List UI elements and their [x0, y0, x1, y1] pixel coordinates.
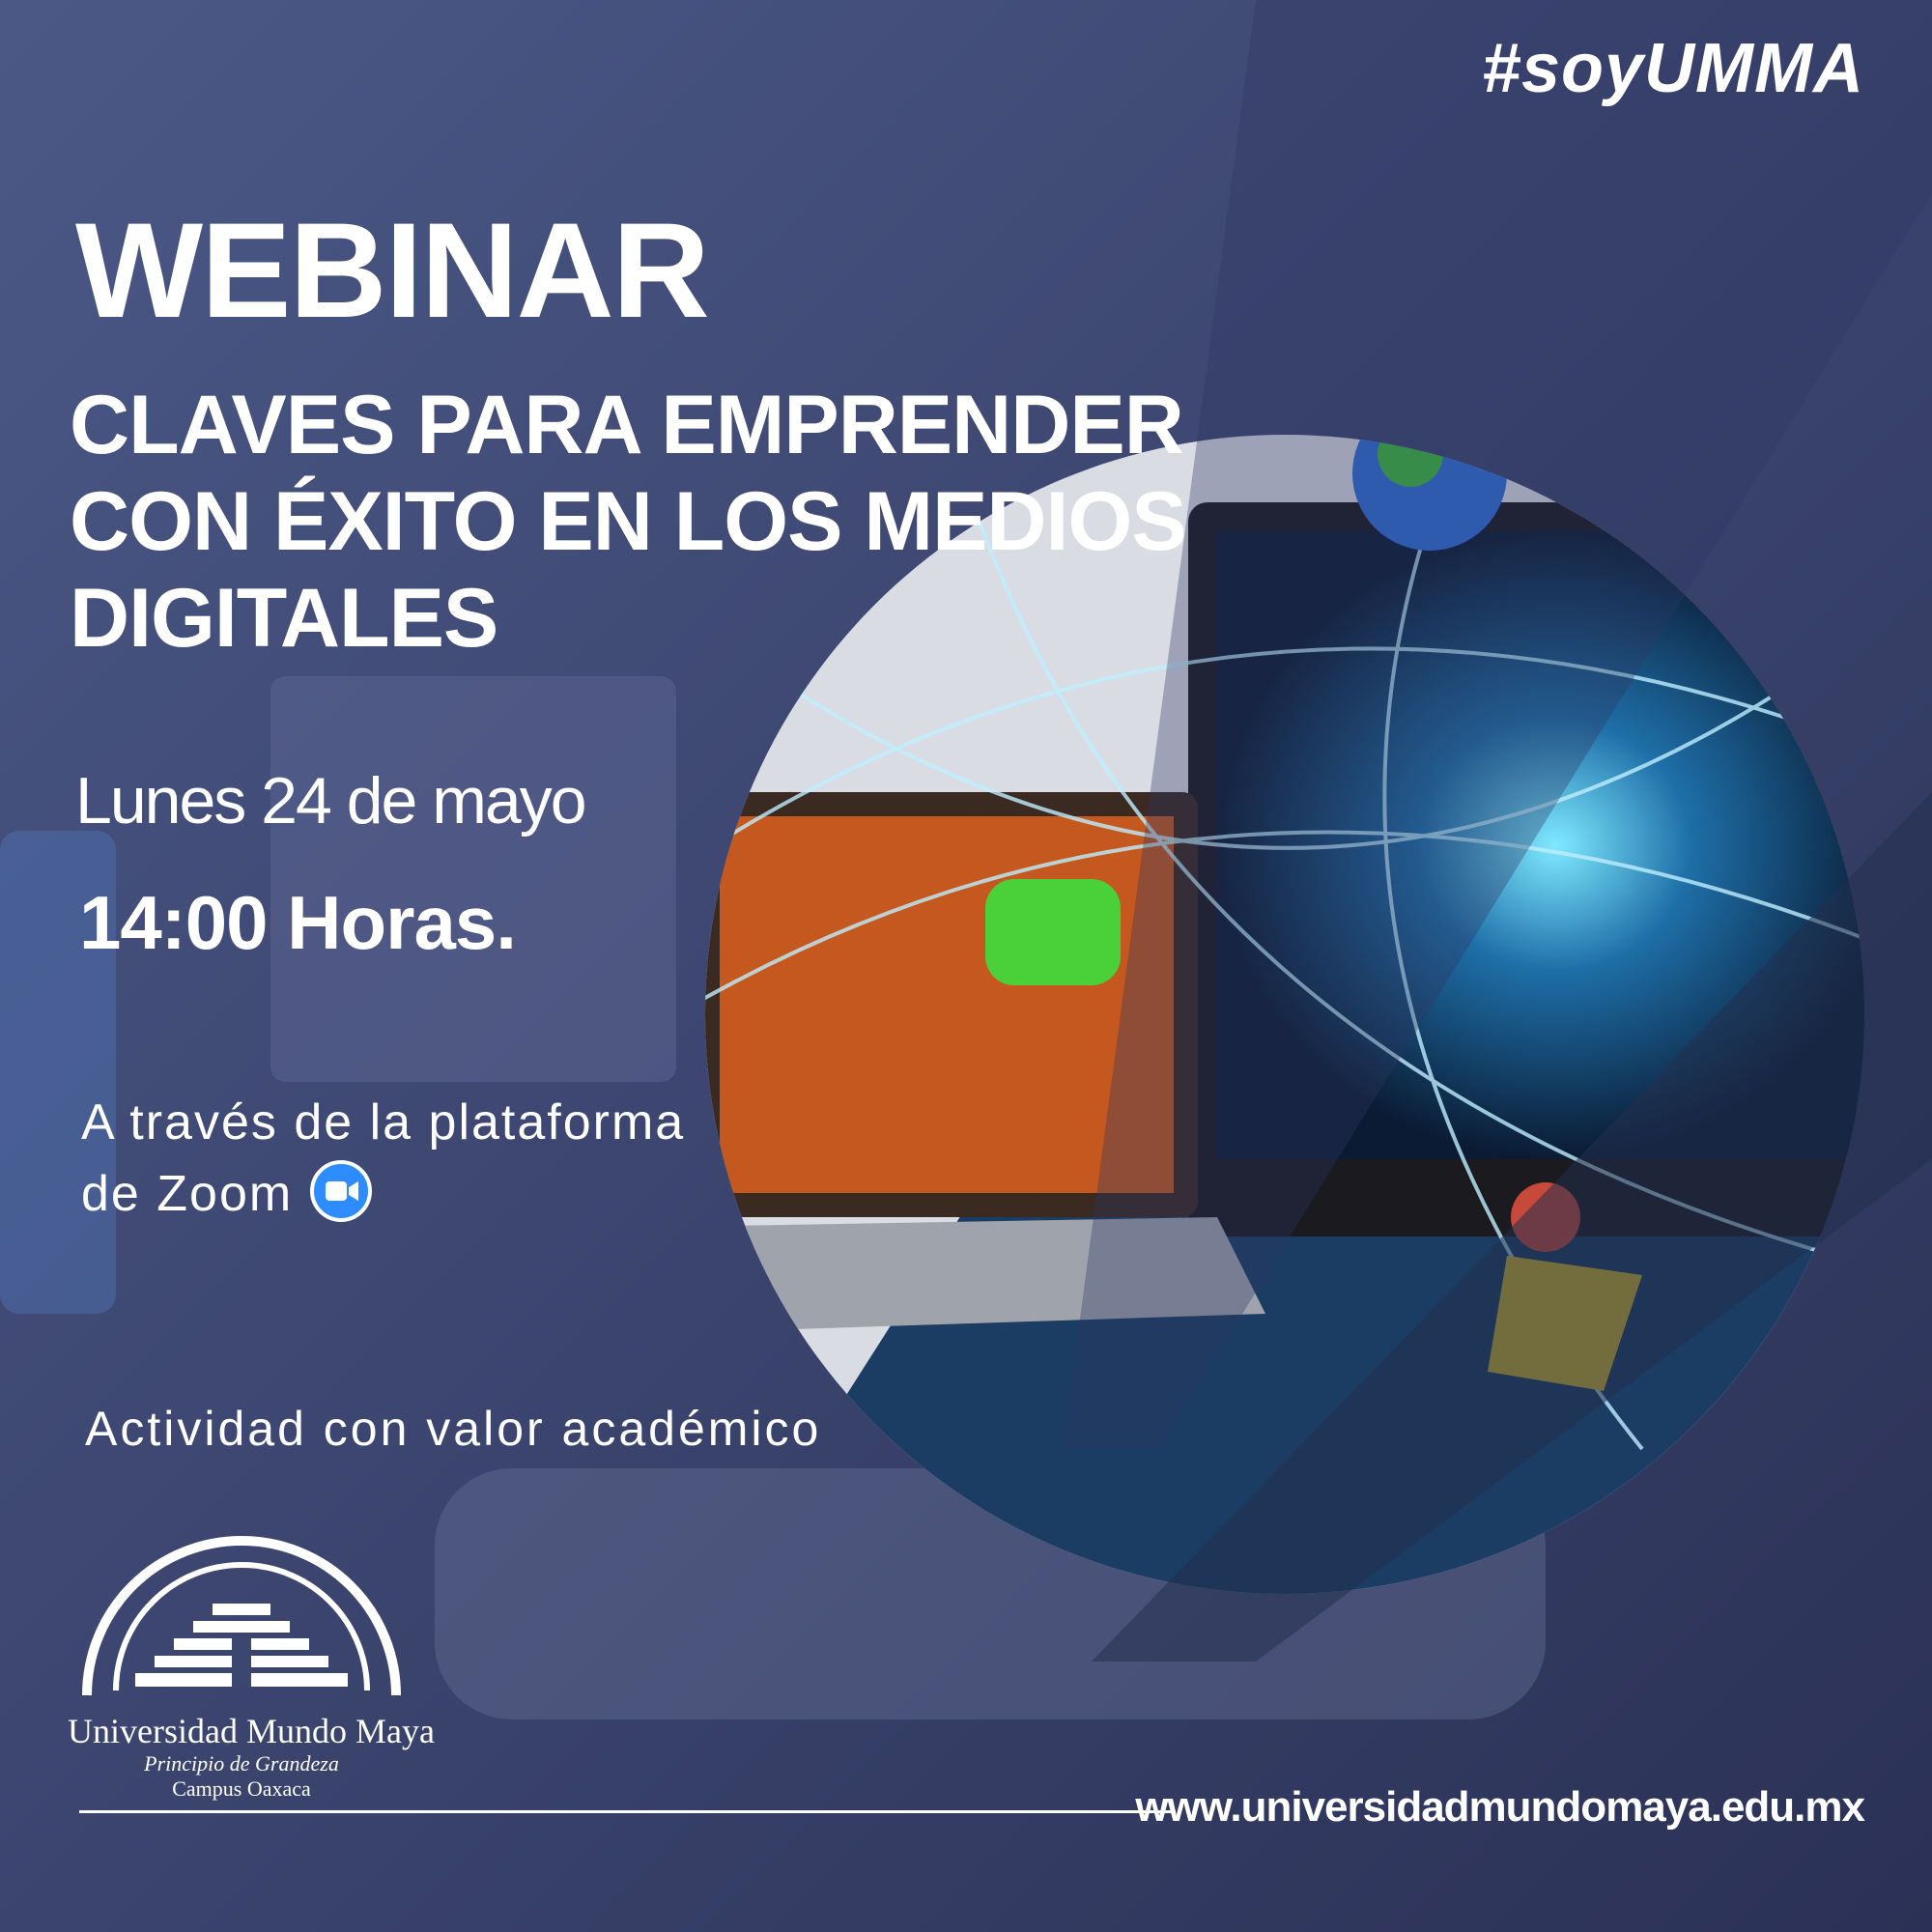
platform-name: de Zoom: [81, 1166, 294, 1222]
platform-info: [81, 1087, 685, 1230]
website-link[interactable]: www.universidadmundomaya.edu.mx: [1135, 1783, 1864, 1831]
subtitle-line: CLAVES PARA EMPRENDER: [70, 379, 1183, 471]
webinar-subtitle: [70, 377, 1316, 667]
event-time: 14:00 Horas.: [79, 880, 516, 965]
zoom-icon: [310, 1160, 372, 1222]
academic-note: Actividad con valor académico: [85, 1402, 822, 1456]
university-name: Universidad Mundo Maya: [68, 1712, 435, 1750]
platform-line-2: [81, 1158, 685, 1230]
event-date: Lunes 24 de mayo: [75, 764, 585, 838]
university-motto: Principio de Grandeza: [144, 1751, 339, 1776]
pyramid-arch-icon: [68, 1536, 415, 1700]
subtitle-line: DIGITALES: [70, 572, 498, 665]
divider: [79, 1810, 1176, 1813]
webinar-title: WEBINAR: [75, 194, 708, 346]
campus-name: Campus Oaxaca: [172, 1776, 311, 1801]
platform-line-1: A través de la plataforma: [81, 1094, 686, 1151]
hashtag: #soyUMMA: [1481, 30, 1864, 107]
university-logo: [68, 1536, 435, 1802]
subtitle-line: CON ÉXITO EN LOS MEDIOS: [70, 475, 1186, 568]
